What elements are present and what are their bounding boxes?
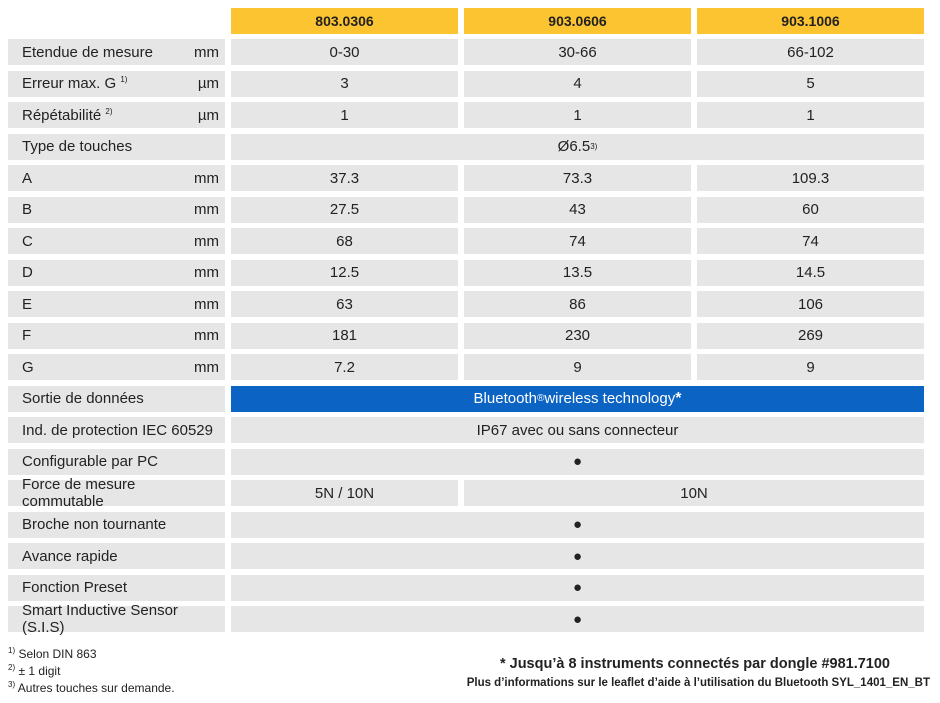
value-cell: 12.5 <box>231 260 458 286</box>
bullet-indicator: ● <box>231 449 924 475</box>
label-text: Ind. de protection IEC 60529 <box>22 421 213 439</box>
unit: mm <box>194 43 219 61</box>
unit: mm <box>194 232 219 250</box>
row-label <box>8 417 225 443</box>
value-cell: 9 <box>697 354 924 380</box>
unit: µm <box>197 106 219 124</box>
spec-table <box>8 8 926 638</box>
label-text: Etendue de mesure <box>22 43 153 61</box>
unit: mm <box>194 169 219 187</box>
note-line-1: * Jusqu’à 8 instruments connectés par dongle #981.7100 <box>499 656 890 672</box>
footnote-item <box>8 646 175 663</box>
unit: µm <box>197 75 219 92</box>
footnote-ref: 2) <box>105 106 113 116</box>
value-cell: 63 <box>231 291 458 317</box>
row-label <box>8 575 225 601</box>
label-text <box>22 107 113 124</box>
value-cell: 9 <box>464 354 691 380</box>
bullet-indicator: ● <box>231 512 924 538</box>
footnote-mark: 3) <box>8 680 16 689</box>
bluetooth-note <box>467 656 930 689</box>
value-cell: 230 <box>464 323 691 349</box>
label-text: B <box>22 201 33 218</box>
value-cell: 1 <box>697 102 924 128</box>
value-cell: 30-66 <box>464 39 691 65</box>
row-label <box>8 102 225 128</box>
row-label <box>8 39 225 65</box>
unit: mm <box>194 264 219 281</box>
row-label <box>8 512 225 538</box>
header-col-3: 903.1006 <box>697 8 924 34</box>
label-text: Avance rapide <box>22 547 118 565</box>
footnote-item <box>8 680 175 697</box>
label-text: Force de mesure commutable <box>22 476 136 510</box>
value-cell: 5N / 10N <box>231 480 458 506</box>
label-text: Type de touches <box>22 138 133 155</box>
row-label <box>8 134 225 160</box>
span-cell: 10N <box>464 480 924 506</box>
bluetooth-word: Bluetooth <box>473 390 537 407</box>
value-cell: 7.2 <box>231 354 458 380</box>
value-cell: 66-102 <box>697 39 924 65</box>
row-label <box>8 71 225 97</box>
label-text: F <box>22 327 32 344</box>
row-label <box>8 291 225 317</box>
value-cell: 68 <box>231 228 458 254</box>
row-label <box>8 602 225 636</box>
bluetooth-rest: wireless technology <box>544 390 676 407</box>
row-label <box>8 354 225 380</box>
span-cell: IP67 avec ou sans connecteur <box>231 417 924 443</box>
row-label <box>8 197 225 223</box>
row-label <box>8 386 225 412</box>
value-cell: 1 <box>464 102 691 128</box>
footnote-mark: 2) <box>8 663 16 672</box>
unit: mm <box>194 201 219 218</box>
value-cell: 4 <box>464 71 691 97</box>
bluetooth-banner: Bluetooth ® wireless technology * <box>231 386 924 412</box>
unit: mm <box>194 358 219 376</box>
span-cell: Ø6.5 3) <box>231 134 924 160</box>
value-cell: 1 <box>231 102 458 128</box>
footnote-mark: 1) <box>8 646 16 655</box>
row-label <box>8 165 225 191</box>
value-cell: 3 <box>231 71 458 97</box>
row-label <box>8 228 225 254</box>
label-text: Configurable par PC <box>22 453 158 470</box>
value-cell: 13.5 <box>464 260 691 286</box>
label-text: Fonction Preset <box>22 579 128 596</box>
value-cell: 37.3 <box>231 165 458 191</box>
label-text: Sortie de données <box>22 390 144 407</box>
label-text: Broche non tournante <box>22 516 167 533</box>
label-text: Smart Inductive Sensor (S.I.S) <box>22 602 178 636</box>
span-value: Ø6.5 <box>557 138 591 155</box>
value-cell: 27.5 <box>231 197 458 223</box>
footnote-text: Selon DIN 863 <box>18 647 97 661</box>
row-label <box>8 260 225 286</box>
bullet-indicator: ● <box>231 575 924 601</box>
label-main: Erreur max. G <box>22 75 117 92</box>
label-text: E <box>22 295 33 313</box>
value-cell: 106 <box>697 291 924 317</box>
value-cell: 74 <box>697 228 924 254</box>
value-cell: 86 <box>464 291 691 317</box>
value-cell: 60 <box>697 197 924 223</box>
label-text: C <box>22 232 33 250</box>
value-cell: 73.3 <box>464 165 691 191</box>
value-cell: 269 <box>697 323 924 349</box>
value-cell: 43 <box>464 197 691 223</box>
header-col-2: 903.0606 <box>464 8 691 34</box>
footnote-ref: 1) <box>120 75 128 84</box>
label-text: D <box>22 264 33 281</box>
label-text: G <box>22 358 34 376</box>
value-cell: 181 <box>231 323 458 349</box>
value-cell: 109.3 <box>697 165 924 191</box>
bullet-indicator: ● <box>231 543 924 569</box>
value-cell: 0-30 <box>231 39 458 65</box>
label-main: Répétabilité <box>22 106 102 124</box>
note-line-2: Plus d’informations sur le leaflet d’aide à l’utilisation du Bluetooth SYL_1401_EN_BT <box>466 677 930 689</box>
value-cell: 74 <box>464 228 691 254</box>
value-cell: 14.5 <box>697 260 924 286</box>
row-label <box>8 323 225 349</box>
header-col-1: 803.0306 <box>231 8 458 34</box>
row-label <box>8 449 225 475</box>
label-text <box>22 75 127 92</box>
footnote-text: ± 1 digit <box>18 664 61 678</box>
bullet-indicator: ● <box>231 606 924 632</box>
footnotes <box>8 646 175 697</box>
label-text: A <box>22 169 33 187</box>
footnote-text: Autres touches sur demande. <box>17 681 175 695</box>
header-spacer <box>8 8 225 34</box>
unit: mm <box>194 295 219 313</box>
row-label <box>8 476 225 510</box>
unit: mm <box>194 327 219 344</box>
footnote-item <box>8 663 175 680</box>
row-label <box>8 543 225 569</box>
value-cell: 5 <box>697 71 924 97</box>
